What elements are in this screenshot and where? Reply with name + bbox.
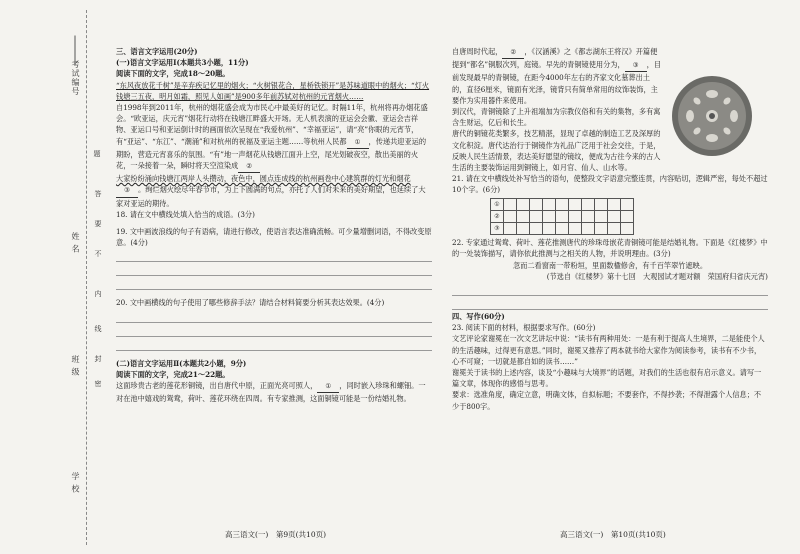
grid-cell[interactable] [582,223,595,235]
part-1-instructions: 阅读下面的文字，完成18～20题。 [116,69,230,79]
para2-text: 大家纷纷涌向钱塘江两岸人头攒动，夜色中，圆点连成线的杭州画卷中心建筑群的灯光和烟花 [116,174,411,184]
part-2-title: (二)语言文字运用Ⅱ(本题共2小题，9分) [116,358,247,368]
answer-line-22b[interactable] [452,297,768,310]
grid-cell[interactable] [556,210,569,222]
r-para1c-text: ，目前发现最早的青铜镜，在距今4000年左右的齐家文化墓葬出土的，直径6厘米，镜面有光泽，镜背只有简单常用的纹饰装饰，主要作为实用器件来使用。 [452,60,662,105]
grid-cell[interactable] [608,198,621,210]
grid-cell[interactable] [543,210,556,222]
grid-cell[interactable] [595,223,608,235]
question-23: 23. 阅读下面的材料，根据要求写作。(60分) [452,323,596,333]
grid-cell[interactable] [595,198,608,210]
writing-requirements: 要求：选准角度，确定立意，明确文体，自拟标题；不要套作，不得抄袭；不得泄露个人信息；不少于800字。 [452,390,762,411]
grid-label-2: ② [491,210,504,222]
answer-line-20b[interactable] [116,324,432,337]
grid-cell[interactable] [517,210,530,222]
seal-char-2: 答 [94,190,102,198]
grid-label-3: ③ [491,223,504,235]
page-9 [116,46,432,404]
grid-cell[interactable] [582,210,595,222]
quote-paragraph: “东风夜放花千树”是辛弃疾记忆里的烟火；“火树银花合，星桥铁锁开”是苏味道眼中的烟火；“灯火钱塘三五夜，明月如霜，照见人如画”是900多年前苏轼对杭州的元宵烟火…… [116,80,430,101]
grid-cell[interactable] [582,198,595,210]
material-paragraph-2: 谢冕关于读书的上述内容，谈及“小趣味与大境界”的话题，对我们的生活也很有启示意义。请写一篇文章，体现你的感悟与思考。 [452,368,762,389]
seal-line [86,10,87,545]
grid-cell[interactable] [517,198,530,210]
right-paragraph-2: 到汉代，青铜镜除了上升祖端加为宗教仪俗和有关的集物，多有寓含生财运，亿后和长生。 [452,107,661,128]
seal-char-5: 内 [94,290,102,298]
answer-grid-21 [490,198,634,236]
para3b-text: ，同时嵌入珍珠和螺钿。一对在池中嬉戏的鸳鸯，荷叶、莲花环绕在四周。有专家推测，这面铜镜可能是一份结婚礼物。 [116,381,426,404]
answer-line-19c[interactable] [116,277,432,290]
grid-cell[interactable] [621,223,634,235]
part-1-title: (一)语言文字运用Ⅰ(本题共3小题，11分) [116,58,249,68]
grid-cell[interactable] [530,210,543,222]
grid-cell[interactable] [504,223,517,235]
question-18: 18. 请在文中横线处填入恰当的成语。(3分) [116,209,255,219]
grid-cell[interactable] [530,198,543,210]
class-label: 班 级 [71,355,80,377]
seal-char-1: 题 [93,150,101,158]
grid-cell[interactable] [621,198,634,210]
exam-no-line [75,36,76,66]
r-blank-2[interactable]: ② [502,47,524,59]
para1c-text: ，传递共迎亚运的期盼，营造元宵喜乐的氛围。“有”地一声烟花从钱塘江面升上空，尾光划破夜空，散出美丽的火花，一朵接着一朵，瞬时将天空渲染成 [116,136,427,171]
para1b-text: 等杭州人民都 [303,136,347,146]
answer-line-20a[interactable] [116,310,432,323]
grid-cell[interactable] [608,223,621,235]
blank-1[interactable]: ① [347,137,369,149]
binding-margin [0,0,112,554]
mirror-knob [709,113,715,119]
grid-cell[interactable] [621,210,634,222]
seal-char-8: 密 [94,380,102,388]
poem-source: (节选自《红楼梦》第十七回 大观园试才题对额 荣国府归省庆元宵) [546,271,768,281]
seal-char-3: 要 [94,220,102,228]
blank-4[interactable]: ① [317,381,339,393]
question-22: 22. 专家通过鸳鸯、荷叶、莲花推测唐代的珍珠母嵌花青铜镜可能是结婚礼物。下面是《红楼梦》中的一处装饰描写，请你依此推测与之相关的人物，并说明理由。(3分) [452,238,768,259]
r-para1b-text: ，《汉涵溪》之《都志湖东王将汉》开篇便提到“都名”铜服次列，庭镜。早先的青铜镜使用分为， [452,47,658,70]
r-blank-3[interactable]: ③ [625,60,647,72]
answer-line-19b[interactable] [116,263,432,276]
grid-cell[interactable] [569,210,582,222]
grid-cell[interactable] [556,223,569,235]
answer-line-20c[interactable] [116,338,432,351]
right-paragraph-1 [452,46,662,106]
section-4-heading: 四、写作(60分) [452,312,505,322]
para2b-text: 。绚烂烟火绘尽年春节市，为上下圆满的句点，亦托了人们对未来的美好期望，也延续了大家对亚运的期待。 [116,185,426,208]
question-20: 20. 文中画横线的句子使用了哪些修辞手法？请结合材料简要分析其表达效果。(4分) [116,298,385,308]
grid-cell[interactable] [556,198,569,210]
grid-cell[interactable] [543,223,556,235]
grid-cell[interactable] [543,198,556,210]
para3-text: 这面珍贵古老的莲花形铜镜，出自唐代中原，正面光亮可照人， [116,381,318,391]
section-3-heading: 三、语言文字运用(20分) [116,47,198,56]
seal-char-7: 封 [94,355,102,363]
r-para1-text: 自唐周时代起， [452,47,503,56]
question-21: 21. 请在文中横线处补写恰当的语句，使整段文字语意完整连贯，内容贴切，逻辑严密，每处不超过10个字。(6分) [452,174,768,195]
paragraph-1 [116,102,432,173]
seal-char-4: 不 [94,250,102,258]
footer-page-10: 高三语文(一) 第10页(共10页) [560,530,666,539]
footer-page-9: 高三语文(一) 第9页(共10页) [225,530,327,539]
material-paragraph: 文艺评论家谢冕在一次文艺讲坛中说：“读书有两种用处：一是有利于提高人生境界，二是能使个人的生活趣味，过得更有意思。”同时，谢冕又推荐了两本就书给大家作为阅读参考，读书有不少书，心不可窥；一切就是都自如的读书……” [452,334,765,366]
name-label: 姓 名 [71,232,80,254]
paragraph-2 [116,173,432,209]
grid-cell[interactable] [504,210,517,222]
paragraph-3 [116,380,432,404]
grid-cell[interactable] [504,198,517,210]
exam-no-label: 考试编号 [71,60,80,96]
question-19: 19. 文中画波浪线的句子有语病，请进行修改，使语言表达准确流畅。可少量增删词语，不得改变原意。(4分) [116,227,432,248]
bronze-mirror-image [670,74,754,158]
poem-line: 忽而二看窗南一带粉垣，里面数楹修舍，有千百竿翠竹遮映。 [512,260,708,270]
grid-cell[interactable] [530,223,543,235]
para1-text: 自1998年到2011年，杭州的烟花盛会成为市民心中最美好的记忆。时隔11年，杭州将再办烟花盛会。“欧亚运，庆元宵”烟花行动将在钱塘江畔盛大开场。无人机表演的亚运会会徽、亚运会吉祥物、亚运口号和亚运倒计时的画面依次呈现在“我爱杭州”、“幸福亚运”，请“亮”你眼的元宵节，有“亚运”、“东江”、“潮涌”和对杭州的祝福及亚运主题…… [116,103,428,146]
grid-cell[interactable] [569,223,582,235]
grid-label-1: ① [491,198,504,210]
part-2-instructions: 阅读下面的文字，完成21～22题。 [116,369,230,379]
seal-char-6: 线 [94,325,102,333]
grid-cell[interactable] [569,198,582,210]
grid-cell[interactable] [595,210,608,222]
blank-3[interactable]: ③ [116,185,138,197]
grid-cell[interactable] [608,210,621,222]
answer-line-19a[interactable] [116,249,432,262]
school-label: 学 校 [71,472,80,494]
blank-2[interactable]: ② [238,161,260,173]
grid-cell[interactable] [517,223,530,235]
right-paragraph-3: 唐代的铜镜花类繁多，技艺精湛，显现了卓越的制造工艺及深厚的文化积淀。唐代达治行于铜镜作为礼品广泛用于社会交往，于是，反映人民生活情景，表达美好愿望的镜纹，便成为古往今来的古人生活的主要装饰运用到铜镜上，如月官、仙人、山水等。 [452,129,661,173]
answer-line-22a[interactable] [452,283,768,296]
